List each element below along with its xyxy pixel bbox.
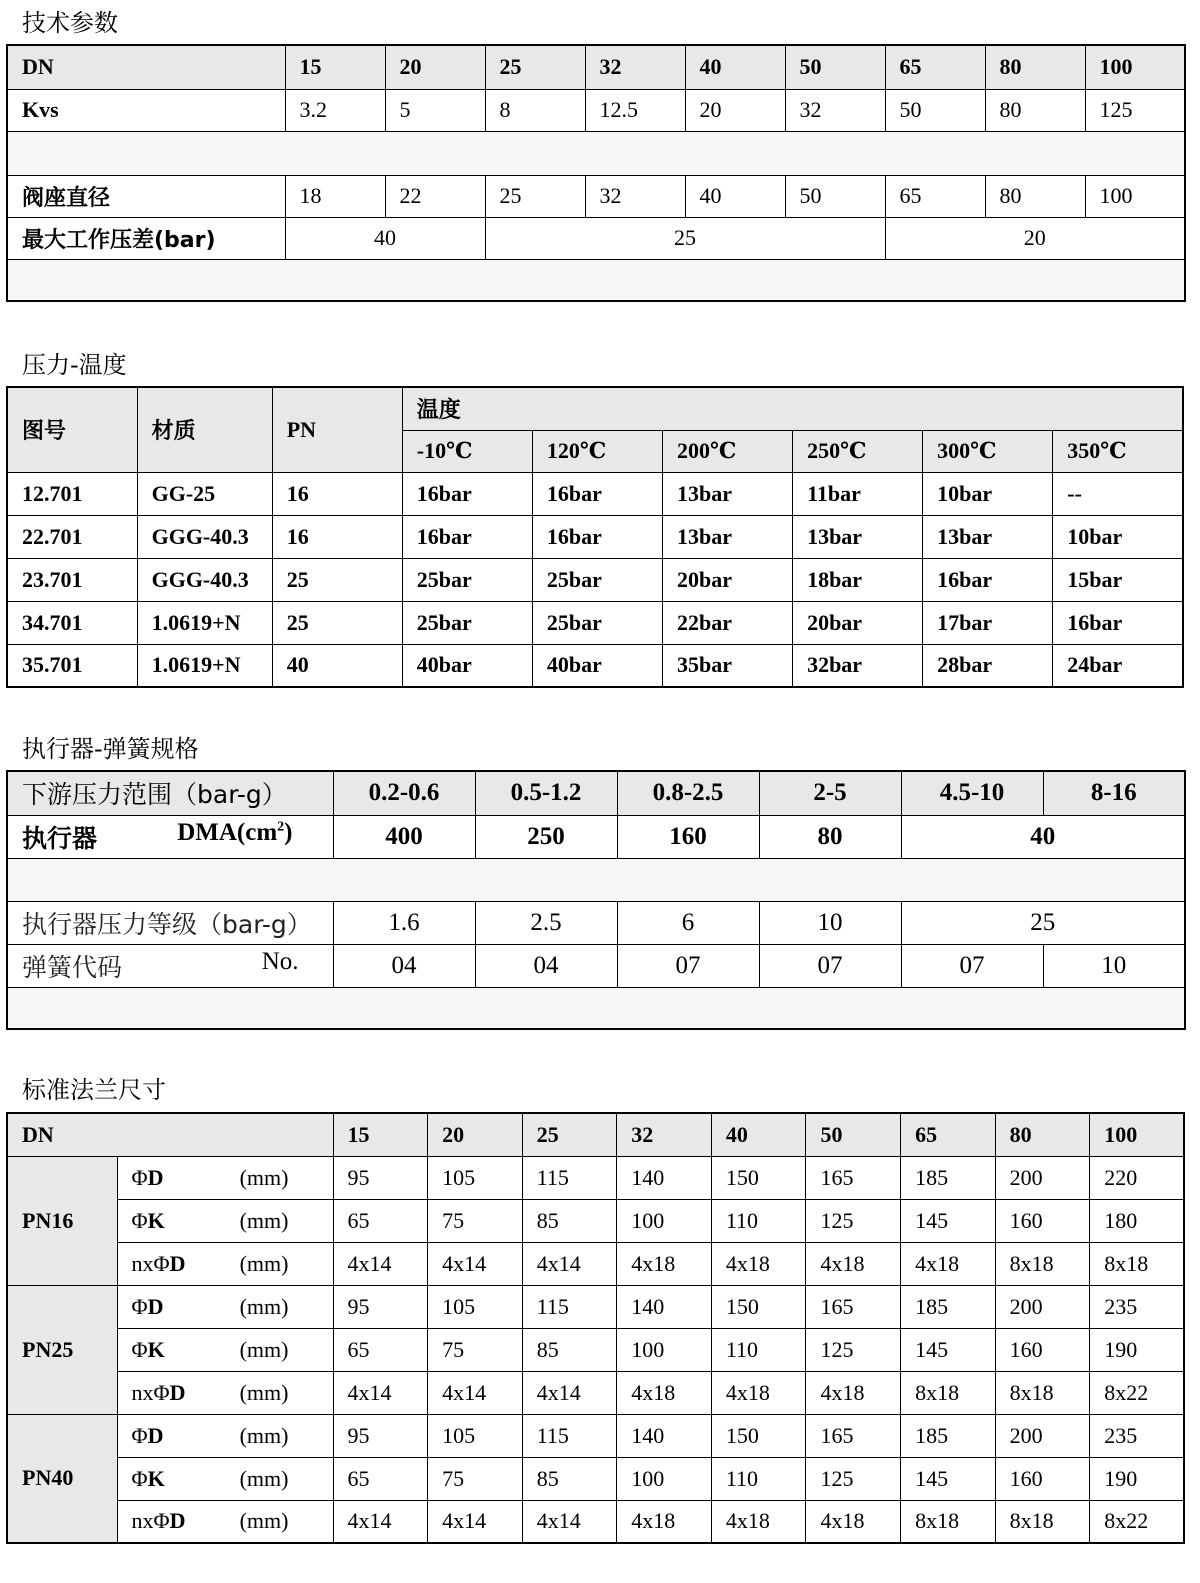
range-cell: 0.2-0.6 [333, 771, 475, 815]
dimension-letter: D [147, 1422, 164, 1448]
pressure-cell: 25bar [532, 558, 662, 601]
flange-value-cell: 105 [428, 1414, 523, 1457]
flange-value-cell: 4x14 [522, 1500, 617, 1543]
range-cell: 8-16 [1043, 771, 1185, 815]
dn-cell: 50 [785, 45, 885, 89]
flange-row [7, 1285, 1184, 1328]
dma-superscript: 2 [277, 819, 285, 835]
flange-row [7, 1457, 1184, 1500]
phi-symbol: Φ [131, 1164, 148, 1190]
spring-row [7, 944, 1185, 987]
dimension-label [117, 1500, 333, 1543]
phi-symbol: Φ [131, 1293, 148, 1319]
flange-value-cell: 8x18 [901, 1371, 996, 1414]
dn-cell: 25 [485, 45, 585, 89]
pressure-cell: 10bar [1053, 515, 1183, 558]
pt-row [7, 644, 1183, 687]
spacer-cell [7, 259, 1185, 301]
pn-group-label: PN25 [7, 1285, 117, 1414]
flange-value-cell: 165 [806, 1414, 901, 1457]
phi-symbol: Φ [131, 1336, 148, 1362]
range-cell: 4.5-10 [901, 771, 1043, 815]
seat-cell: 40 [685, 175, 785, 217]
flange-value-cell: 150 [711, 1285, 806, 1328]
flange-value-cell: 160 [995, 1328, 1090, 1371]
dn-cell: 65 [885, 45, 985, 89]
range-cell: 0.5-1.2 [475, 771, 617, 815]
temp-cell: 350℃ [1053, 430, 1183, 472]
phi-symbol: Φ [131, 1422, 148, 1448]
flange-dn-row [7, 1113, 1184, 1156]
kvs-cell: 3.2 [285, 89, 385, 131]
pressure-cell: 20bar [662, 558, 792, 601]
dimension-letter: K [147, 1465, 165, 1491]
temp-cell: -10℃ [402, 430, 532, 472]
flange-value-cell: 115 [522, 1414, 617, 1457]
spacer-cell [7, 987, 1185, 1029]
pressure-cell: 13bar [662, 515, 792, 558]
flange-value-cell: 4x18 [806, 1371, 901, 1414]
unit-label: (mm) [239, 1250, 289, 1276]
class-label: 执行器压力等级（bar-g） [7, 901, 333, 944]
maxdp-cell: 25 [485, 217, 885, 259]
pressure-cell: 18bar [793, 558, 923, 601]
flange-value-cell: 110 [711, 1199, 806, 1242]
pn-group-label: PN40 [7, 1414, 117, 1543]
flange-dn-cell: 15 [333, 1113, 428, 1156]
pn-group-label: PN16 [7, 1156, 117, 1285]
flange-value-cell: 160 [995, 1457, 1090, 1500]
flange-value-cell: 125 [806, 1199, 901, 1242]
tech-spacer-row [7, 259, 1185, 301]
figure-cell: 34.701 [7, 601, 137, 644]
material-cell: 1.0619+N [137, 601, 272, 644]
flange-value-cell: 100 [617, 1457, 712, 1500]
kvs-cell: 12.5 [585, 89, 685, 131]
flange-value-cell: 8x18 [995, 1371, 1090, 1414]
dn-cell: 80 [985, 45, 1085, 89]
pn-cell: 16 [272, 515, 402, 558]
dn-cell: 32 [585, 45, 685, 89]
flange-dn-label: DN [7, 1113, 333, 1156]
flange-value-cell: 65 [333, 1457, 428, 1500]
phi-symbol: Φ [131, 1465, 148, 1491]
pressure-cell: 16bar [532, 472, 662, 515]
seat-cell: 25 [485, 175, 585, 217]
flange-value-cell: 4x18 [711, 1242, 806, 1285]
pressure-cell: 16bar [402, 472, 532, 515]
spring-no: No. [261, 947, 299, 975]
dimension-label [117, 1457, 333, 1500]
flange-value-cell: 8x22 [1090, 1500, 1185, 1543]
flange-value-cell: 200 [995, 1285, 1090, 1328]
dimension-letter: D [169, 1379, 186, 1405]
flange-value-cell: 4x18 [617, 1371, 712, 1414]
phi-symbol: nxΦ [131, 1250, 170, 1276]
dn-cell: 100 [1085, 45, 1185, 89]
pressure-cell: 25bar [532, 601, 662, 644]
flange-dimension-table [6, 1112, 1185, 1544]
pressure-cell: 22bar [662, 601, 792, 644]
spring-cell: 07 [617, 944, 759, 987]
pressure-cell: 13bar [923, 515, 1053, 558]
flange-dn-cell: 80 [995, 1113, 1090, 1156]
dma-row [7, 815, 1185, 858]
phi-symbol: nxΦ [131, 1508, 170, 1534]
kvs-label: Kvs [7, 89, 285, 131]
col-figure: 图号 [7, 387, 137, 472]
pt-heading: 压力-温度 [22, 351, 127, 379]
seat-cell: 50 [785, 175, 885, 217]
flange-value-cell: 185 [901, 1414, 996, 1457]
flange-value-cell: 4x14 [333, 1242, 428, 1285]
flange-value-cell: 4x18 [901, 1242, 996, 1285]
flange-value-cell: 4x14 [428, 1371, 523, 1414]
flange-row [7, 1328, 1184, 1371]
flange-row [7, 1371, 1184, 1414]
flange-value-cell: 140 [617, 1414, 712, 1457]
pressure-cell: 35bar [662, 644, 792, 687]
seat-row [7, 175, 1185, 217]
pressure-cell: 10bar [923, 472, 1053, 515]
actuator-label: 执行器 [22, 823, 98, 853]
flange-value-cell: 75 [428, 1199, 523, 1242]
seat-cell: 18 [285, 175, 385, 217]
flange-value-cell: 4x14 [428, 1242, 523, 1285]
range-row [7, 771, 1185, 815]
flange-value-cell: 4x14 [522, 1371, 617, 1414]
spring-cell: 10 [1043, 944, 1185, 987]
flange-value-cell: 235 [1090, 1285, 1185, 1328]
pressure-cell: 25bar [402, 558, 532, 601]
pressure-cell: 16bar [923, 558, 1053, 601]
temp-cell: 300℃ [923, 430, 1053, 472]
flange-value-cell: 150 [711, 1414, 806, 1457]
flange-value-cell: 65 [333, 1328, 428, 1371]
dma-label-cell [7, 815, 333, 858]
flange-value-cell: 8x18 [901, 1500, 996, 1543]
class-row [7, 901, 1185, 944]
tech-heading: 技术参数 [22, 9, 118, 37]
flange-value-cell: 145 [901, 1328, 996, 1371]
flange-row [7, 1500, 1184, 1543]
flange-value-cell: 220 [1090, 1156, 1185, 1199]
seat-cell: 32 [585, 175, 685, 217]
flange-dn-cell: 20 [428, 1113, 523, 1156]
dn-cell: 40 [685, 45, 785, 89]
pressure-cell: 13bar [662, 472, 792, 515]
col-material: 材质 [137, 387, 272, 472]
spring-cell: 04 [475, 944, 617, 987]
flange-value-cell: 85 [522, 1457, 617, 1500]
maxdp-cell: 40 [285, 217, 485, 259]
act-spacer-row [7, 987, 1185, 1029]
dma-label: DMA(cm [177, 818, 278, 846]
seat-label: 阀座直径 [7, 175, 285, 217]
spring-cell: 07 [759, 944, 901, 987]
class-cell: 25 [901, 901, 1185, 944]
dma-cell: 40 [901, 815, 1185, 858]
unit-label: (mm) [239, 1164, 289, 1190]
pressure-cell: 11bar [793, 472, 923, 515]
unit-label: (mm) [239, 1508, 289, 1534]
figure-cell: 22.701 [7, 515, 137, 558]
flange-value-cell: 4x18 [711, 1500, 806, 1543]
flange-value-cell: 200 [995, 1156, 1090, 1199]
dimension-label [117, 1242, 333, 1285]
pt-row [7, 472, 1183, 515]
flange-value-cell: 85 [522, 1199, 617, 1242]
flange-value-cell: 65 [333, 1199, 428, 1242]
dma-cell: 250 [475, 815, 617, 858]
flange-value-cell: 4x14 [333, 1371, 428, 1414]
maxdp-label: 最大工作压差(bar) [7, 217, 285, 259]
temp-cell: 120℃ [532, 430, 662, 472]
flange-dn-cell: 25 [522, 1113, 617, 1156]
seat-cell: 100 [1085, 175, 1185, 217]
spacer-cell [7, 858, 1185, 901]
flange-value-cell: 160 [995, 1199, 1090, 1242]
flange-value-cell: 180 [1090, 1199, 1185, 1242]
col-pn: PN [272, 387, 402, 472]
dimension-label [117, 1199, 333, 1242]
flange-value-cell: 190 [1090, 1328, 1185, 1371]
flange-value-cell: 110 [711, 1457, 806, 1500]
flange-value-cell: 85 [522, 1328, 617, 1371]
flange-dn-cell: 32 [617, 1113, 712, 1156]
spring-label: 弹簧代码 [22, 952, 123, 982]
pt-row [7, 601, 1183, 644]
spring-label-cell [7, 944, 333, 987]
flange-value-cell: 8x18 [1090, 1242, 1185, 1285]
act-heading: 执行器-弹簧规格 [22, 735, 199, 763]
material-cell: GGG-40.3 [137, 558, 272, 601]
spring-cell: 04 [333, 944, 475, 987]
flange-value-cell: 235 [1090, 1414, 1185, 1457]
figure-cell: 23.701 [7, 558, 137, 601]
pressure-temperature-table [6, 386, 1184, 688]
flange-value-cell: 200 [995, 1414, 1090, 1457]
dimension-letter: D [147, 1164, 164, 1190]
pressure-cell: 25bar [402, 601, 532, 644]
tech-spacer-row [7, 131, 1185, 175]
pressure-cell: 15bar [1053, 558, 1183, 601]
flange-value-cell: 75 [428, 1328, 523, 1371]
class-cell: 6 [617, 901, 759, 944]
flange-value-cell: 105 [428, 1285, 523, 1328]
flange-value-cell: 150 [711, 1156, 806, 1199]
flange-row [7, 1242, 1184, 1285]
flange-value-cell: 4x18 [806, 1242, 901, 1285]
maxdp-row [7, 217, 1185, 259]
unit-label: (mm) [239, 1422, 289, 1448]
flange-value-cell: 115 [522, 1285, 617, 1328]
flange-value-cell: 110 [711, 1328, 806, 1371]
unit-label: (mm) [239, 1465, 289, 1491]
kvs-row [7, 89, 1185, 131]
pressure-cell: 24bar [1053, 644, 1183, 687]
maxdp-cell: 20 [885, 217, 1185, 259]
flange-dn-cell: 65 [901, 1113, 996, 1156]
pressure-cell: 28bar [923, 644, 1053, 687]
dimension-label [117, 1414, 333, 1457]
flange-value-cell: 140 [617, 1156, 712, 1199]
dma-cell: 80 [759, 815, 901, 858]
flange-row [7, 1414, 1184, 1457]
kvs-cell: 8 [485, 89, 585, 131]
flange-value-cell: 125 [806, 1328, 901, 1371]
pn-cell: 40 [272, 644, 402, 687]
phi-symbol: Φ [131, 1207, 148, 1233]
pressure-cell: 32bar [793, 644, 923, 687]
kvs-cell: 125 [1085, 89, 1185, 131]
flange-value-cell: 145 [901, 1199, 996, 1242]
pn-cell: 25 [272, 601, 402, 644]
dn-label: DN [7, 45, 285, 89]
dimension-label [117, 1156, 333, 1199]
dimension-letter: K [147, 1207, 165, 1233]
flange-value-cell: 4x18 [806, 1500, 901, 1543]
flange-value-cell: 4x18 [617, 1500, 712, 1543]
unit-label: (mm) [239, 1293, 289, 1319]
dimension-label [117, 1371, 333, 1414]
actuator-spring-table [6, 770, 1186, 1030]
flange-heading: 标准法兰尺寸 [22, 1076, 166, 1104]
flange-value-cell: 4x14 [428, 1500, 523, 1543]
pressure-cell: -- [1053, 472, 1183, 515]
pressure-cell: 40bar [532, 644, 662, 687]
seat-cell: 80 [985, 175, 1085, 217]
pressure-cell: 16bar [1053, 601, 1183, 644]
material-cell: GGG-40.3 [137, 515, 272, 558]
flange-value-cell: 190 [1090, 1457, 1185, 1500]
flange-value-cell: 95 [333, 1414, 428, 1457]
class-cell: 1.6 [333, 901, 475, 944]
pt-header-row [7, 387, 1183, 430]
pn-cell: 16 [272, 472, 402, 515]
seat-cell: 22 [385, 175, 485, 217]
flange-value-cell: 8x18 [995, 1242, 1090, 1285]
dma-close: ) [284, 818, 293, 846]
dn-cell: 15 [285, 45, 385, 89]
class-cell: 10 [759, 901, 901, 944]
kvs-cell: 80 [985, 89, 1085, 131]
figure-cell: 35.701 [7, 644, 137, 687]
unit-label: (mm) [239, 1379, 289, 1405]
flange-value-cell: 4x14 [333, 1500, 428, 1543]
dimension-letter: D [147, 1293, 164, 1319]
dma-cell: 160 [617, 815, 759, 858]
dimension-label [117, 1285, 333, 1328]
pn-cell: 25 [272, 558, 402, 601]
flange-value-cell: 145 [901, 1457, 996, 1500]
unit-label: (mm) [239, 1336, 289, 1362]
flange-value-cell: 4x18 [711, 1371, 806, 1414]
dimension-label [117, 1328, 333, 1371]
dimension-letter: K [147, 1336, 165, 1362]
flange-dn-cell: 100 [1090, 1113, 1185, 1156]
figure-cell: 12.701 [7, 472, 137, 515]
dn-cell: 20 [385, 45, 485, 89]
dimension-letter: D [169, 1250, 186, 1276]
tech-params-table [6, 44, 1186, 302]
temp-cell: 250℃ [793, 430, 923, 472]
flange-value-cell: 8x22 [1090, 1371, 1185, 1414]
pt-row [7, 558, 1183, 601]
pressure-cell: 40bar [402, 644, 532, 687]
flange-value-cell: 95 [333, 1285, 428, 1328]
spring-cell: 07 [901, 944, 1043, 987]
pressure-cell: 17bar [923, 601, 1053, 644]
unit-label: (mm) [239, 1207, 289, 1233]
flange-value-cell: 100 [617, 1328, 712, 1371]
material-cell: GG-25 [137, 472, 272, 515]
material-cell: 1.0619+N [137, 644, 272, 687]
flange-value-cell: 140 [617, 1285, 712, 1328]
phi-symbol: nxΦ [131, 1379, 170, 1405]
flange-value-cell: 115 [522, 1156, 617, 1199]
range-cell: 0.8-2.5 [617, 771, 759, 815]
act-spacer-row [7, 858, 1185, 901]
flange-value-cell: 8x18 [995, 1500, 1090, 1543]
pressure-cell: 20bar [793, 601, 923, 644]
class-cell: 2.5 [475, 901, 617, 944]
kvs-cell: 20 [685, 89, 785, 131]
range-cell: 2-5 [759, 771, 901, 815]
temp-cell: 200℃ [662, 430, 792, 472]
kvs-cell: 5 [385, 89, 485, 131]
range-label: 下游压力范围（bar-g） [7, 771, 333, 815]
flange-value-cell: 4x14 [522, 1242, 617, 1285]
flange-row [7, 1156, 1184, 1199]
flange-value-cell: 75 [428, 1457, 523, 1500]
dma-unit [177, 819, 332, 847]
tech-dn-row [7, 45, 1185, 89]
kvs-cell: 32 [785, 89, 885, 131]
pressure-cell: 13bar [793, 515, 923, 558]
flange-value-cell: 100 [617, 1199, 712, 1242]
flange-value-cell: 185 [901, 1285, 996, 1328]
flange-value-cell: 165 [806, 1156, 901, 1199]
flange-value-cell: 105 [428, 1156, 523, 1199]
pressure-cell: 16bar [402, 515, 532, 558]
dma-cell: 400 [333, 815, 475, 858]
pt-row [7, 515, 1183, 558]
flange-dn-cell: 50 [806, 1113, 901, 1156]
flange-value-cell: 4x18 [617, 1242, 712, 1285]
flange-value-cell: 165 [806, 1285, 901, 1328]
kvs-cell: 50 [885, 89, 985, 131]
flange-value-cell: 95 [333, 1156, 428, 1199]
flange-value-cell: 125 [806, 1457, 901, 1500]
flange-value-cell: 185 [901, 1156, 996, 1199]
flange-dn-cell: 40 [711, 1113, 806, 1156]
spacer-cell [7, 131, 1185, 175]
flange-body [7, 1156, 1184, 1543]
flange-row [7, 1199, 1184, 1242]
col-temperature: 温度 [402, 387, 1183, 430]
dimension-letter: D [169, 1508, 186, 1534]
pressure-cell: 16bar [532, 515, 662, 558]
seat-cell: 65 [885, 175, 985, 217]
